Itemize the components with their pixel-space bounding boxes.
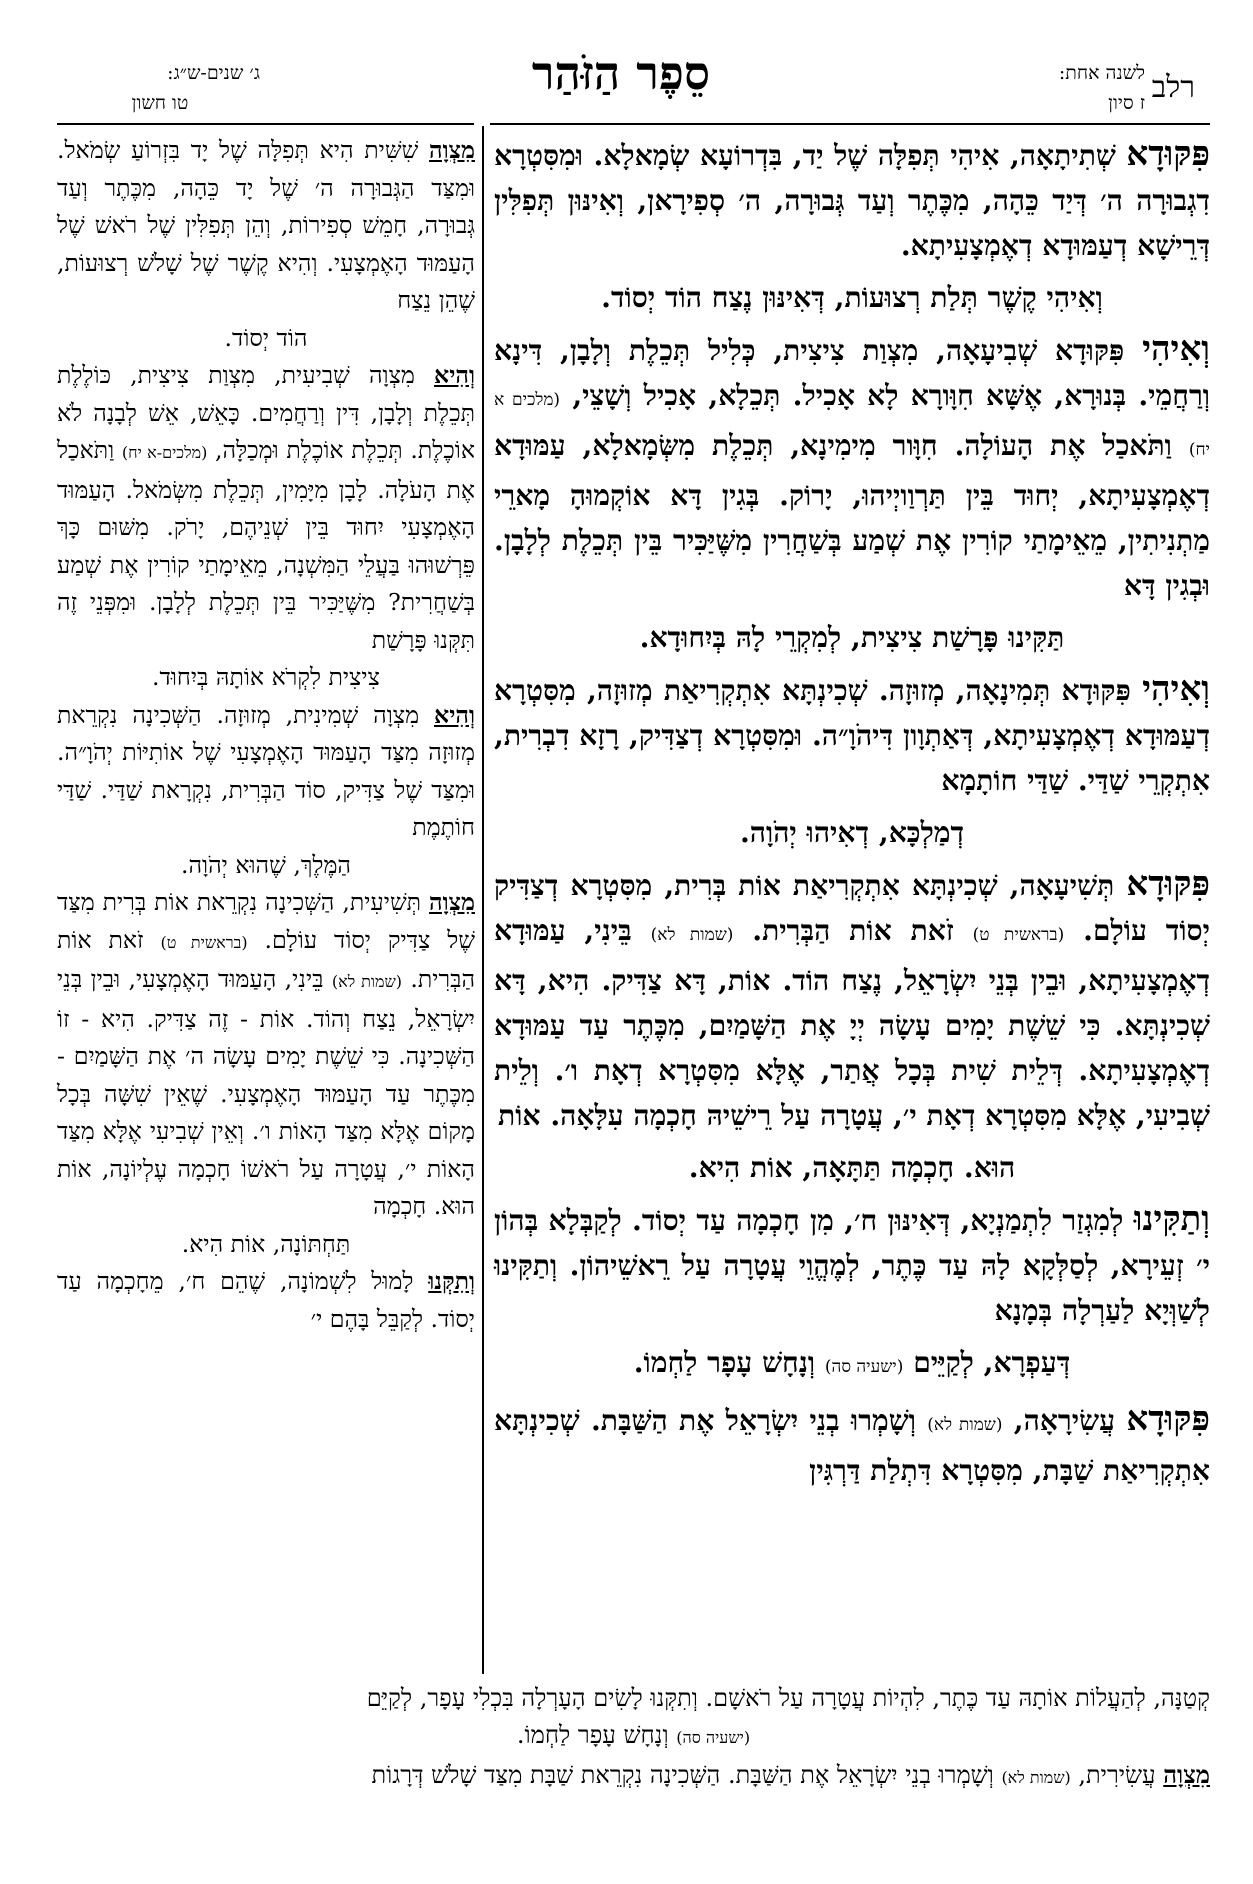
paragraph-text: עֲשִׂירָאָה, — [1002, 1404, 1127, 1437]
header-right-top: לשנה אחת: — [1058, 62, 1145, 84]
verse-reference: (ישעיה סה) — [676, 1728, 751, 1747]
main-paragraph-last-line: תַּקִּינוּ פָּרָשַׁת צִיצִית, לְמִקְרֵי לָהּ בְּיִחוּדָא. — [639, 621, 1065, 654]
side-paragraph-6th — [57, 132, 475, 320]
header-left-bottom: טו חשון — [131, 92, 189, 114]
paragraph-text: תְּשִׁיעָאָה, שְׁכִינְתָּא אִתְקְרִיאַת אוֹת בְּרִית, מִסִּטְרָא דְצַדִּיק יְסוֹד עוֹלָם. — [494, 869, 1210, 947]
header-right-bottom: ז סיון — [1108, 92, 1145, 114]
main-paragraph-8th-commandment — [494, 667, 1210, 803]
main-paragraph-last-line: הוּא. חָכְמָה תַּתָּאָה, אוֹת הִיא. — [688, 1151, 1016, 1184]
main-paragraph-9th-commandment — [494, 862, 1210, 1138]
paragraph-text: , עַמּוּדָא דְאֶמְצָעִיתָא, וּבֵין בְּנֵי יִשְׂרָאֵל, נֶצַח הוֹד. אוֹת, דָּא צַדִּיק. הִיא, דָּא שְׁכִינְתָּא. כִּי שֵׁשֶׁת יָמִים עָשָׂה יְיָ אֶת הַשָּׁמַיִם, מִכֶּתֶר עַד עַמּוּדָא דְאֶמְצָעִיתָא. דְּלֵית שִׁית בְּכָל אֲתַר, אֶלָּא מִסִּטְרָא דְאָת ו׳. וְלֵית שְׁבִיעִי, אֶלָּא מִסִּטְרָא דְאָת י׳, עֲטָרָה עַל רֵישֵׁיהּ חָכְמָה עִלָּאָה. אוֹת — [494, 914, 1210, 1132]
side-paragraph-last-line: הַמֶּלֶךְ, שֶׁהוּא יְהֹוָה. — [180, 850, 352, 879]
verse-reference: (שמות לא) — [927, 1415, 1003, 1435]
side-paragraph-8th — [57, 697, 475, 847]
verse-reference: (שמות לא) — [331, 972, 403, 991]
verse-quote: וַתֹּאכַל אֶת הָעוֹלָה. — [954, 429, 1189, 462]
paragraph-text: לָמוּל לִשְׁמוֹנָה, שֶׁהֵם ח׳, מֵחָכְמָה עַד יְסוֹד. לְקַבֵּל בָּהֶם י׳ — [57, 1267, 475, 1333]
side-paragraph-7th — [57, 357, 475, 659]
paragraph-lead: מִצְוָה — [429, 136, 475, 164]
verse-quote: וַתֹּאכַל אֶת הָעֹלָה. — [57, 436, 475, 504]
paragraph-text: הַשְּׁכִינָה נִקְרֵאת שַׁבָּת מִצַּד שָׁלֹשׁ דְּרָגוֹת — [371, 1761, 728, 1789]
paragraph-lead: מִצְוָה — [1163, 1760, 1210, 1789]
full-line-centered — [57, 1717, 1210, 1756]
paragraph-text: שִׁשִּׁית הִיא תְּפִלָּה שֶׁל יָד בִּזְרוֹעַ שְׂמֹאל. וּמִצַּד הַגְּבוּרָה ה׳ שֶׁל יָד כֵּהָה, מִכֶּתֶר וְעַד גְּבוּרָה, חָמֵשׁ סְפִירוֹת, וְהֵן תְּפִלִּין שֶׁל רֹאשׁ שֶׁל הָעַמּוּד הָאֶמְצָעִי. וְהִיא קֶשֶׁר שֶׁל שָׁלֹשׁ רְצוּעוֹת, שֶׁהֵן נֵצַח — [57, 136, 475, 314]
main-paragraph-last-line: דְמַלְכָּא, דְאִיהוּ יְהֹוָה. — [739, 816, 965, 849]
paragraph-text: לָבָן מִיָּמִין, תְּכֵלֶת מִשְּׂמֹאל. הָעַמּוּד הָאֶמְצָעִי יִחוּד בֵּין שְׁנֵיהֶם, יָרֹק. מִשּׁוּם כָּךְ פֵּרְשׁוּהוּ בַּעֲלֵי הַמִּשְׁנָה, מֵאֵימָתַי קוֹרִין אֶת שְׁמַע בְּשַׁחֲרִית? מִשֶּׁיַּכִּיר בֵּין תְּכֵלֶת לְלָבָן. וּמִפְּנֵי זֶה תִּקְּנוּ פָּרָשַׁת — [57, 475, 475, 654]
main-paragraph-6th-commandment — [494, 132, 1210, 268]
paragraph-text: שְׁכִינְתָּא אִתְקְרִיאַת שַׁבָּת, מִסִּטְרָא דִּתְלַת דַּרְגִּין — [494, 1404, 1210, 1487]
main-paragraph-last-line: וְאִיהִי קֶשֶׁר תְּלַת רְצוּעוֹת, דְּאִינּוּן נֶצַח הוֹד יְסוֹד. — [601, 281, 1103, 314]
paragraph-text: שְׁתִיתָאָה, אִיהִי תְּפִלָּה שֶׁל יַד, בִּדְרוֹעָא שְׂמָאלָא. וּמִסִּטְרָא דִגְבוּרָה ה׳ דְּיַד כֵּהָה, מִכֶּתֶר וְעַד גְּבוּרָה, ה׳ סְפִירָאן, וְאִינּוּן תְּפִלִּין דְּרֵישָׁא דְעַמּוּדָא דְאֶמְצָעִיתָא. — [494, 139, 1210, 262]
side-paragraph-last-line: צִיצִית לִקְרֹא אוֹתָהּ בְּיִחוּד. — [152, 663, 380, 691]
verse-reference: (מלכים-א יח) — [121, 443, 208, 462]
verse-reference: (בראשית ט) — [160, 932, 248, 952]
side-paragraph-last-line: תַּחְתּוֹנָה, אוֹת הִיא. — [181, 1229, 351, 1258]
verse-quote: בֵּינִי — [594, 914, 651, 947]
full-width-10th — [57, 1756, 1210, 1796]
verse-quote: וְנָחָשׁ עָפָר לַחְמוֹ. — [516, 1721, 677, 1749]
header-rule-left — [57, 123, 474, 125]
side-paragraph-circumcision — [57, 1263, 475, 1338]
paragraph-lead: מִצְוָה — [429, 888, 475, 916]
paragraph-lead: וְאִיהִי — [1142, 669, 1210, 709]
verse-quote: וְשָׁמְרוּ בְנֵי יִשְׂרָאֵל אֶת הַשַּׁבָּת. — [727, 1761, 1002, 1789]
paragraph-lead: וְאִיהִי — [1142, 329, 1210, 369]
paragraph-text: פִּקּוּדָא שְׁבִיעָאָה, מִצְוַת צִיצִית, כְּלִיל תְּכֵלֶת וְלָבָן, דִּינָא וְרַחֲמֵי. בְּנוּרָא, אֶשָּׁא חִוָּורָא לָא אָכִיל. תְּכֵלָא, אָכִיל וְשָׁצֵי, — [494, 334, 1210, 412]
side-paragraph-9th — [57, 884, 475, 1226]
paragraph-lead: וְתַקִּינוּ — [1133, 1199, 1210, 1239]
verse-quote: וְנָחָשׁ עָפָר לַחְמוֹ. — [633, 1346, 825, 1379]
verse-quote: זֹאת אוֹת הַבְּרִית. — [57, 925, 476, 993]
paragraph-text: לְמִגְזַר לִתְמַנְיָא, דְּאִינּוּן ח׳, מִן חָכְמָה עַד יְסוֹד. לְקַבְּלָא בְּהוֹן י׳ זְעֵירָא, לְסַלְּקָא לָהּ עַד כֶּתֶר, לְמֶהֱוֵי עֲטָרָה עַל רֵאשֵׁיהוֹן. וְתַקִּינוּ לְשַׁוְּיָא לַעַרְלָה בְּמָנָא — [494, 1204, 1210, 1327]
paragraph-text: חִוָּור מִימִינָא, תְּכֵלֶת מִשְּׂמָאלָא, עַמּוּדָא דְאֶמְצָעִיתָא, יְחוּד בֵּין תַּרְוַויְיהוּ, יָרוֹק. בְּגִין דָּא אוֹקְמוּהָ מָארֵי מַתְנִיתִין, מֵאֵימָתַי קוֹרִין אֶת שְׁמַע בְּשַׁחֲרִין מִשֶּׁיַּכִּיר בֵּין תְּכֵלֶת לְלָבָן. וּבְגִין דָּא — [494, 429, 1210, 602]
page-number: רלב — [1151, 70, 1195, 105]
side-paragraph-last-line: הוֹד יְסוֹד. — [224, 323, 308, 352]
header-rule-right — [490, 123, 1210, 125]
paragraph-text: תְּשִׁיעִית, הַשְּׁכִינָה נִקְרֵאת אוֹת בְּרִית מִצַּד שֶׁל צַדִּיק יְסוֹד עוֹלָם. — [57, 888, 476, 954]
main-paragraph-last-line — [494, 1340, 1210, 1390]
paragraph-lead: פִּקּוּדָא — [1126, 134, 1210, 174]
verse-reference: (בראשית ט) — [972, 925, 1065, 945]
translation-column — [57, 132, 475, 1338]
verse-reference: (מלכים א יח) — [494, 390, 1210, 460]
main-column — [494, 132, 1210, 1500]
paragraph-lead: פִּקּוּדָא — [1126, 1399, 1210, 1439]
paragraph-text: מִצְוָה שְׁבִיעִית, מִצְוַת צִיצִית, כּוֹלֶלֶת תְּכֵלֶת וְלָבָן, דִּין וְרַחֲמִים. כָּאֵשׁ, אֵשׁ לְבָנָה לֹא אוֹכֶלֶת. תְּכֵלֶת אוֹכֶלֶת וּמְכַלָּה, — [57, 361, 475, 464]
paragraph-text: דְּעַפְרָא, לְקַיֵּים — [903, 1346, 1071, 1379]
paragraph-lead: וְתִקְּנוּ — [428, 1267, 475, 1295]
paragraph-lead: פִּקּוּדָא — [1126, 864, 1210, 904]
full-width-continuation — [57, 1680, 1210, 1756]
header-left-top: ג׳ שנים-ש״ג: — [167, 62, 260, 84]
verse-reference: (שמות לא) — [1001, 1768, 1071, 1787]
full-line — [57, 1756, 1210, 1796]
main-paragraph-7th-commandment — [494, 327, 1210, 608]
paragraph-lead: וְהִיא — [434, 361, 475, 389]
main-paragraph-10th-commandment — [494, 1397, 1210, 1493]
verse-quote: בֵּינִי — [292, 965, 332, 993]
paragraph-lead: וְהִיא — [434, 700, 475, 729]
paragraph-text: פִּקּוּדָא תְּמִינָאָה, מְזוּזָה. שְׁכִינְתָּא אִתְקְרִיאַת מְזוּזָה, מִסִּטְרָא דְעַמּוּדָא דְאֶמְצָעִיתָא, דְּאַתְוָון דִּיהֹוָ״ה. וּמִסִּטְרָא דְצַדִּיק, רָזָא דִבְרִית, אִתְקְרֵי שַׁדַּי. שַׁדַּי חוֹתָמָא — [494, 674, 1210, 797]
paragraph-text: עֲשִׂירִית, — [1070, 1761, 1164, 1789]
verse-reference: (ישעיה סה) — [824, 1357, 904, 1377]
verse-quote: וְשָׁמְרוּ בְנֵי יִשְׂרָאֵל אֶת הַשַּׁבָּת. — [590, 1404, 928, 1437]
column-divider — [482, 126, 484, 1674]
full-line: קְטַנָּה, לְהַעֲלוֹת אוֹתָהּ עַד כֶּתֶר, לִהְיוֹת עֲטָרָה עַל רֹאשָׁם. וְתִקְּנוּ לָשִׂים הָעָרְלָה בִּכְלִי עָפָר, לְקַיֵּם — [366, 1684, 1210, 1712]
paragraph-text: , הָעַמּוּד הָאֶמְצָעִי, וּבֵין בְּנֵי יִשְׂרָאֵל, נֵצַח וְהוֹד. אוֹת - זֶה צַדִּיק. הִיא - זוֹ הַשְּׁכִינָה. כִּי שֵׁשֶׁת יָמִים עָשָׂה ה׳ אֶת הַשָּׁמַיִם - מִכֶּתֶר עַד הָעַמּוּד הָאֶמְצָעִי. שֶׁאֵין שִׁשָּׁה בְּכָל מָקוֹם אֶלָּא מִצַּד הָאוֹת ו׳. וְאֵין שְׁבִיעִי אֶלָּא מִצַּד הָאוֹת י׳, עֲטָרָה עַל רֹאשׁוֹ חָכְמָה עֶלְיוֹנָה, אוֹת הוּא. חָכְמָה — [57, 965, 475, 1220]
verse-reference: (שמות לא) — [650, 925, 734, 945]
book-title: סֵפֶר הַזֹּהַר — [531, 46, 711, 100]
main-paragraph-circumcision — [494, 1197, 1210, 1333]
paragraph-text: מִצְוָה שְׁמִינִית, מְזוּזָה. הַשְּׁכִינָה נִקְרֵאת מְזוּזָה מִצַּד הָעַמּוּד הָאֶמְצָעִי שֶׁל אוֹתִיּוֹת יְהֹוָ״ה. וּמִצַּד שֶׁל צַדִּיק, סוֹד הַבְּרִית, נִקְרָאת שַׁדַּי. שַׁדַּי חוֹתֶמֶת — [57, 700, 475, 841]
verse-quote: זֹאת אוֹת הַבְּרִית. — [752, 914, 973, 947]
